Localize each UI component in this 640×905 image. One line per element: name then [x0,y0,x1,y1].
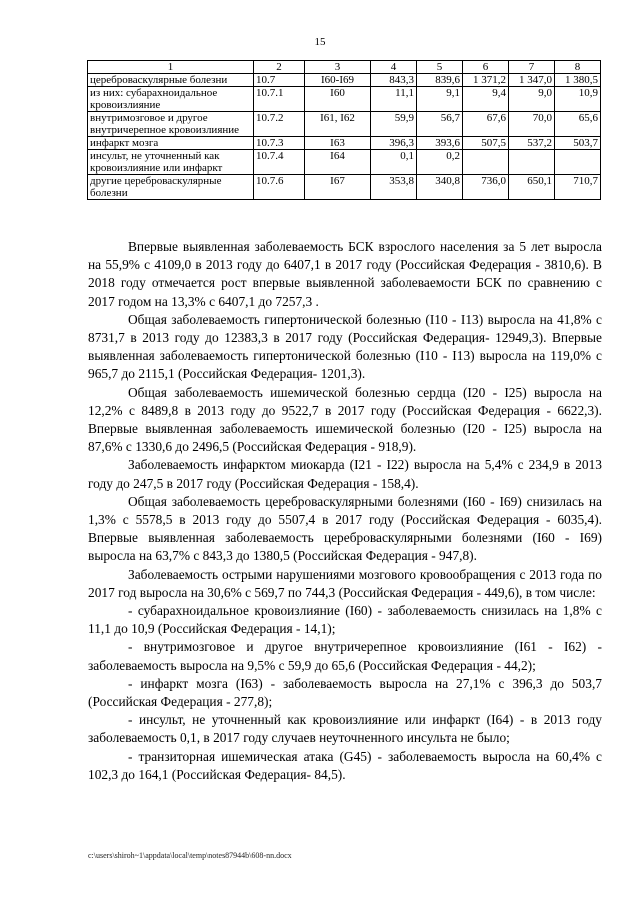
disease-name-cell: инсульт, не уточненный как кровоизлияние или инфаркт [88,150,254,175]
value-cell: 839,6 [417,74,463,87]
page-number: 15 [314,36,326,48]
header-cell: 8 [555,61,601,74]
value-cell: 0,2 [417,150,463,175]
table-row [88,150,601,175]
value-cell: 353,8 [371,175,417,200]
value-cell: 650,1 [509,175,555,200]
body-text [88,238,602,784]
value-cell: 710,7 [555,175,601,200]
value-cell: 503,7 [555,137,601,150]
table-row [88,112,601,137]
value-cell: 67,6 [463,112,509,137]
paragraph-myocardial-infarction: Заболеваемость инфарктом миокарда (I21 - I22) выросла на 5,4% с 234,9 в 2013 году до 247,5 в 2017 году (Российская Федерация - 158,4). [88,457,602,491]
paragraph-ischemic-heart-disease: Общая заболеваемость ишемической болезнью сердца (I20 - I25) выросла на 12,2% с 8489,8 в 2013 году до 9522,7 в 2017 году (Российская Федерация - 6622,3). Впервые выявленная заболеваемость ишемической болезнью (I20 - I25) выросла на 87,6% с 1330,6 до 2496,5 (Российская Федерация - 918,9). [88,384,602,455]
list-item-transient-ischemic-attack: - транзиторная ишемическая атака (G45) - заболеваемость выросла на 60,4% с 102,3 до 164,1 (Российская Федерация- 84,5). [88,748,602,782]
value-cell: 340,8 [417,175,463,200]
value-cell: 11,1 [371,87,417,112]
value-cell: 70,0 [509,112,555,137]
value-cell: 537,2 [509,137,555,150]
header-cell: 1 [88,61,254,74]
disease-name-cell: цереброваскулярные болезни [88,74,254,87]
value-cell: 736,0 [463,175,509,200]
value-cell: 393,6 [417,137,463,150]
value-cell: 9,0 [509,87,555,112]
row-code-cell: 10.7 [254,74,305,87]
icd-code-cell: I64 [305,150,371,175]
list-item-intracerebral: - внутримозговое и другое внутричерепное кровоизлияние (I61 - I62) - заболеваемость выросла на 9,5% с 59,9 до 65,6 (Российская Федерация - 44,2); [88,639,602,673]
paragraph-acute-stroke: Заболеваемость острыми нарушениями мозгового кровообращения с 2013 года по 2017 год выросла на 30,6% с 569,7 по 744,3 (Российская Федерация - 449,6), в том числе: [88,566,602,600]
icd-code-cell: I60 [305,87,371,112]
header-cell: 5 [417,61,463,74]
header-cell: 2 [254,61,305,74]
value-cell: 843,3 [371,74,417,87]
value-cell: 1 371,2 [463,74,509,87]
value-cell: 1 380,5 [555,74,601,87]
value-cell: 59,9 [371,112,417,137]
table-row [88,175,601,200]
paragraph-hypertension: Общая заболеваемость гипертонической болезнью (I10 - I13) выросла на 41,8% с 8731,7 в 2013 году до 12383,3 в 2017 году (Российская Федерация- 12949,3). Впервые выявленная заболеваемость гипертонической болезнью (I10 - I13) выросла на 119,0% с 965,7 до 2115,1 (Российская Федерация- 1201,3). [88,311,602,382]
row-code-cell: 10.7.3 [254,137,305,150]
list-item-cerebral-infarction: - инфаркт мозга (I63) - заболеваемость выросла на 27,1% с 396,3 до 503,7 (Российская Федерация - 277,8); [88,675,602,710]
value-cell: 396,3 [371,137,417,150]
icd-code-cell: I60-I69 [305,74,371,87]
value-cell [555,150,601,175]
header-cell: 7 [509,61,555,74]
footer-file-path: c:\users\shiroh~1\appdata\local\temp\notes87944b\608-nn.docx [88,851,292,860]
paragraph-bsk-incidence: Впервые выявленная заболеваемость БСК взрослого населения за 5 лет выросла на 55,9% с 4109,0 в 2013 году до 6407,1 в 2017 году (Российская Федерация - 3810,6). В 2018 году отмечается рост впервые выявленной заболеваемости БСК по сравнению с 2017 годом на 13,3% с 6407,1 до 7257,3 . [88,239,602,309]
table-row [88,137,601,150]
row-code-cell: 10.7.2 [254,112,305,137]
paragraph-cerebrovascular: Общая заболеваемость цереброваскулярными болезнями (I60 - I69) снизилась на 1,3% с 5578,5 в 2013 году до 5507,4 в 2017 году (Российская Федерация - 6035,4). Впервые выявленная заболеваемость цереброваскулярными болезнями (I60 - I69) выросла на 63,7% с 843,3 до 1380,5 (Российская Федерация - 947,8). [88,493,602,564]
row-code-cell: 10.7.4 [254,150,305,175]
icd-code-cell: I61, I62 [305,112,371,137]
value-cell: 0,1 [371,150,417,175]
list-item-subarachnoid: - субарахноидальное кровоизлияние (I60) - заболеваемость снизилась на 1,8% с 11,1 до 10,9 (Российская Федерация - 14,1); [88,603,602,637]
value-cell: 56,7 [417,112,463,137]
value-cell: 1 347,0 [509,74,555,87]
value-cell [463,150,509,175]
value-cell: 65,6 [555,112,601,137]
header-cell: 6 [463,61,509,74]
table-row [88,74,601,87]
value-cell: 10,9 [555,87,601,112]
disease-name-cell: из них: субарахноидальное кровоизлияние [88,87,254,112]
table-header-row [88,61,601,74]
disease-name-cell: внутримозговое и другое внутричерепное кровоизлияние [88,112,254,137]
icd-code-cell: I63 [305,137,371,150]
icd-code-cell: I67 [305,175,371,200]
header-cell: 4 [371,61,417,74]
value-cell: 9,4 [463,87,509,112]
row-code-cell: 10.7.6 [254,175,305,200]
disease-name-cell: другие цереброваскулярные болезни [88,175,254,200]
table-row [88,87,601,112]
disease-name-cell: инфаркт мозга [88,137,254,150]
value-cell [509,150,555,175]
value-cell: 9,1 [417,87,463,112]
list-item-unspecified-stroke: - инсульт, не уточненный как кровоизлияние или инфаркт (I64) - в 2013 году заболеваемость 0,1, в 2017 году случаев неуточненного инсульта не было; [88,712,602,746]
row-code-cell: 10.7.1 [254,87,305,112]
value-cell: 507,5 [463,137,509,150]
morbidity-table [87,60,601,200]
header-cell: 3 [305,61,371,74]
